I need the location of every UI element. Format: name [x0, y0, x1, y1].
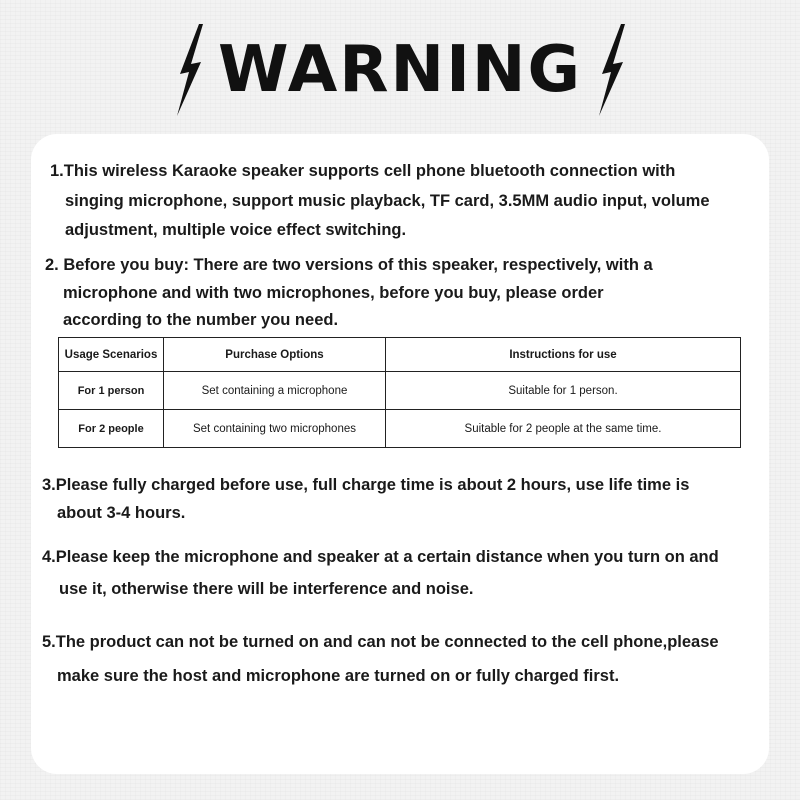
- table-row: [59, 372, 741, 410]
- table-cell: Set containing two microphones: [164, 410, 386, 448]
- point-3: [42, 471, 689, 527]
- point-line: 3.Please fully charged before use, full charge time is about 2 hours, use life time is: [42, 476, 690, 494]
- point-line: use it, otherwise there will be interference and noise.: [59, 580, 474, 598]
- usage-table: [58, 337, 741, 448]
- point-line: 2. Before you buy: There are two versions of this speaker, respectively, with a: [45, 256, 653, 274]
- table-header-row: [59, 338, 741, 372]
- table-header-cell: Purchase Options: [164, 338, 386, 372]
- point-line: singing microphone, support music playback, TF card, 3.5MM audio input, volume: [65, 191, 710, 210]
- point-2: [45, 252, 653, 335]
- warning-header: [0, 22, 800, 122]
- point-line: about 3-4 hours.: [57, 504, 186, 522]
- point-line: 5.The product can not be turned on and can not be connected to the cell phone,please: [42, 633, 719, 651]
- lightning-bolt-icon: [594, 24, 628, 116]
- point-line: microphone and with two microphones, before you buy, please order: [63, 283, 604, 302]
- table-row: [59, 410, 741, 448]
- point-1: [50, 157, 710, 246]
- point-line: according to the number you need.: [63, 311, 339, 329]
- point-line: make sure the host and microphone are turned on or fully charged first.: [57, 667, 620, 685]
- table-cell: For 1 person: [59, 372, 164, 410]
- point-line: 1.This wireless Karaoke speaker supports cell phone bluetooth connection with: [50, 162, 676, 180]
- page-title: WARNING: [218, 33, 582, 107]
- table-cell: Set containing a microphone: [164, 372, 386, 410]
- point-line: 4.Please keep the microphone and speaker at a certain distance when you turn on and: [42, 548, 719, 566]
- table-cell: Suitable for 1 person.: [386, 372, 741, 410]
- table-header-cell: Usage Scenarios: [59, 338, 164, 372]
- point-line: adjustment, multiple voice effect switching.: [65, 221, 407, 239]
- point-5: [42, 625, 719, 693]
- table-cell: For 2 people: [59, 410, 164, 448]
- table-cell: Suitable for 2 people at the same time.: [386, 410, 741, 448]
- point-4: [42, 541, 719, 605]
- table-header-cell: Instructions for use: [386, 338, 741, 372]
